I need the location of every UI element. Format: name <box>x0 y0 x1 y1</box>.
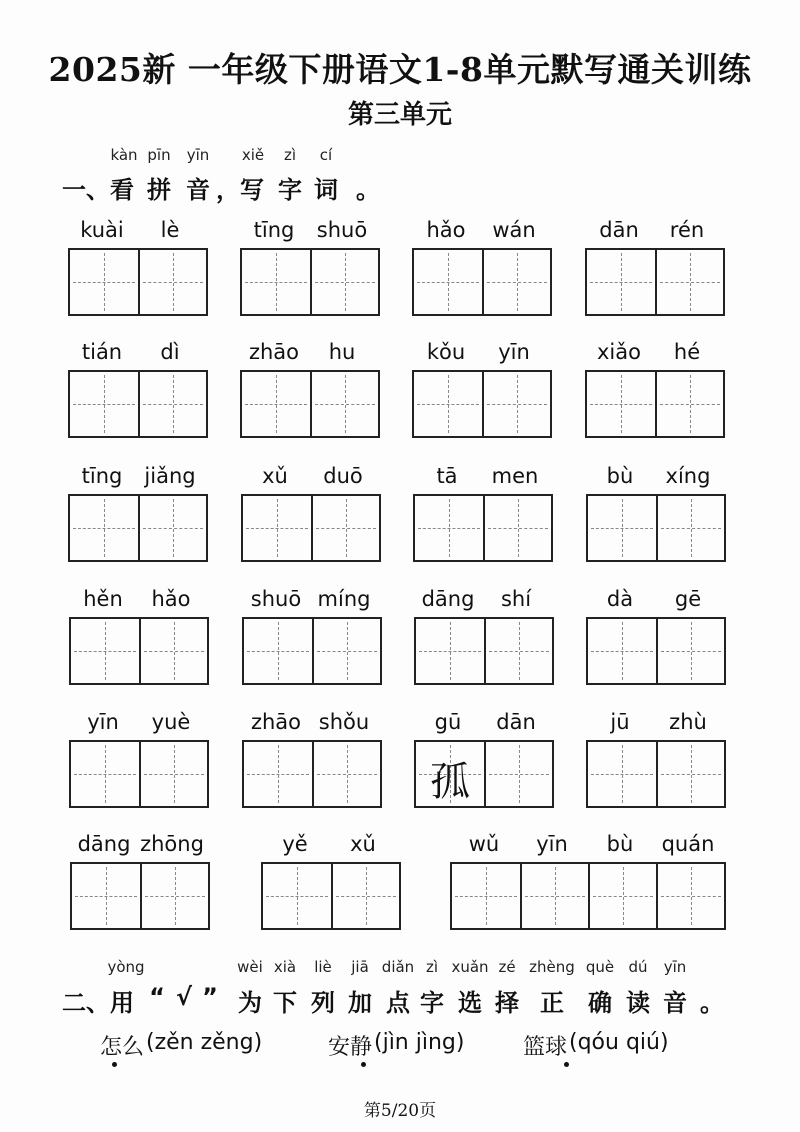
pinyin-label: yīn <box>663 958 687 976</box>
writing-cell[interactable] <box>70 372 138 436</box>
pinyin-label: zhāo <box>250 710 302 734</box>
pinyin-label: men <box>491 464 539 488</box>
word-group <box>586 710 726 810</box>
emphasis-dot <box>564 1062 569 1067</box>
writing-grid <box>412 248 552 316</box>
writing-cell[interactable] <box>310 372 378 436</box>
heading-char: 音 <box>186 176 210 204</box>
writing-cell[interactable] <box>655 372 723 436</box>
writing-cell[interactable] <box>138 496 206 560</box>
heading-char: 点 <box>386 989 410 1017</box>
pronunciation-items <box>0 1030 800 1070</box>
writing-cell[interactable] <box>263 864 331 928</box>
heading-char: 二、用 <box>62 989 134 1017</box>
heading-char: 列 <box>311 989 335 1017</box>
pinyin-label: tián <box>81 340 123 364</box>
pinyin-label: pīn <box>147 146 171 164</box>
word-group <box>585 218 725 318</box>
pinyin-label: tīng <box>81 464 123 488</box>
pinyin-label: dān <box>599 218 639 242</box>
pinyin-label: shuō <box>250 587 302 611</box>
pinyin-label: kàn <box>110 146 138 164</box>
writing-cell[interactable] <box>139 619 207 683</box>
writing-grid <box>585 370 725 438</box>
writing-cell[interactable] <box>656 742 724 806</box>
heading-char: 选 <box>458 989 482 1017</box>
section1-heading-pinyin <box>0 146 800 166</box>
word-group <box>414 710 554 810</box>
writing-grid <box>68 494 208 562</box>
pinyin-label: wèi <box>237 958 263 976</box>
writing-grid <box>586 617 726 685</box>
pinyin-label: zhù <box>669 710 707 734</box>
writing-cell[interactable] <box>416 742 484 806</box>
writing-grid <box>70 862 210 930</box>
pinyin-label: xíng <box>665 464 711 488</box>
pinyin-label: yuè <box>151 710 191 734</box>
word-group <box>70 832 210 932</box>
heading-char: 读 <box>626 989 650 1017</box>
word-group <box>241 464 381 564</box>
writing-cell[interactable] <box>452 864 520 928</box>
writing-cell[interactable] <box>587 250 655 314</box>
writing-cell[interactable] <box>312 619 380 683</box>
pinyin-label: dì <box>160 340 180 364</box>
pinyin-label: shǒu <box>318 710 370 734</box>
pinyin-label: yòng <box>107 958 145 976</box>
pinyin-label: gū <box>434 710 462 734</box>
writing-grid <box>450 862 726 930</box>
pinyin-label: tīng <box>253 218 295 242</box>
word-group <box>69 587 209 687</box>
writing-grid <box>586 740 726 808</box>
writing-grid <box>261 862 401 930</box>
pinyin-label: xiě <box>241 146 265 164</box>
pinyin-label: wǔ <box>468 832 500 856</box>
pinyin-label: bù <box>606 832 634 856</box>
pinyin-label: yīn <box>536 832 568 856</box>
heading-char: ，写 <box>216 176 264 204</box>
heading-char: √ <box>175 983 193 1011</box>
pinyin-label: wán <box>492 218 536 242</box>
writing-grid <box>68 370 208 438</box>
heading-char: 择 <box>495 989 519 1017</box>
writing-cell[interactable] <box>520 864 588 928</box>
writing-grid <box>414 740 554 808</box>
heading-char: 下 <box>273 989 297 1017</box>
word-group <box>412 218 552 318</box>
writing-cell[interactable] <box>311 496 379 560</box>
heading-char: 字 <box>420 989 444 1017</box>
pinyin-label: shuō <box>316 218 368 242</box>
question-word: 怎么 <box>100 1035 145 1060</box>
word-group <box>69 710 209 810</box>
heading-char: 拼 <box>147 176 171 204</box>
writing-cell[interactable] <box>588 619 656 683</box>
pinyin-label: dāng <box>421 587 475 611</box>
pinyin-label: hěn <box>83 587 123 611</box>
writing-cell[interactable] <box>71 742 139 806</box>
heading-char: 一、看 <box>62 176 134 204</box>
pinyin-label: hu <box>328 340 356 364</box>
pinyin-label: yīn <box>498 340 530 364</box>
pinyin-label: xuǎn <box>451 958 489 976</box>
writing-cell[interactable] <box>482 372 550 436</box>
heading-char: 。 <box>356 176 380 204</box>
pinyin-label: liè <box>314 958 332 976</box>
writing-cell[interactable] <box>310 250 378 314</box>
pronunciation-options[interactable]: (jìn jìng) <box>374 1030 465 1055</box>
word-group <box>240 340 380 440</box>
writing-grid <box>68 248 208 316</box>
writing-cell[interactable] <box>655 250 723 314</box>
writing-cell[interactable] <box>484 619 552 683</box>
word-group <box>242 587 382 687</box>
heading-char: 字 <box>278 176 302 204</box>
writing-cell[interactable] <box>588 496 656 560</box>
pinyin-label: xiǎo <box>597 340 641 364</box>
writing-cell[interactable] <box>138 250 206 314</box>
pinyin-label: lè <box>160 218 180 242</box>
written-char: 孤 <box>430 759 470 805</box>
writing-cell[interactable] <box>587 372 655 436</box>
writing-cell[interactable] <box>414 372 482 436</box>
pronunciation-options[interactable]: (zěn zěng) <box>146 1030 263 1055</box>
section1-heading <box>0 170 800 202</box>
pinyin-label: tā <box>436 464 458 488</box>
heading-char: 为 <box>238 989 262 1017</box>
pinyin-label: shí <box>500 587 532 611</box>
pinyin-label: zé <box>498 958 516 976</box>
heading-char: 确 <box>588 989 612 1017</box>
emphasis-dot <box>361 1062 366 1067</box>
pinyin-label: quán <box>661 832 715 856</box>
word-group <box>413 464 553 564</box>
heading-char: ” <box>202 983 218 1011</box>
word-group <box>242 710 382 810</box>
writing-grid <box>69 617 209 685</box>
writing-grid <box>585 248 725 316</box>
writing-cell[interactable] <box>588 742 656 806</box>
pinyin-label: zì <box>283 146 297 164</box>
writing-cell[interactable] <box>588 864 656 928</box>
pinyin-label: xǔ <box>350 832 376 856</box>
writing-cell[interactable] <box>415 496 483 560</box>
word-group <box>450 832 726 932</box>
writing-grid <box>586 494 726 562</box>
unit-subtitle: 第三单元 <box>347 100 452 130</box>
heading-char: 词 <box>314 176 338 204</box>
pinyin-label: hǎo <box>426 218 466 242</box>
writing-grid <box>241 494 381 562</box>
word-group <box>68 218 208 318</box>
writing-cell[interactable] <box>242 250 310 314</box>
pinyin-label: xià <box>273 958 297 976</box>
writing-cell[interactable] <box>244 742 312 806</box>
writing-cell[interactable] <box>72 864 140 928</box>
writing-cell[interactable] <box>242 372 310 436</box>
pinyin-label: dāng <box>77 832 131 856</box>
pinyin-label: jiā <box>351 958 369 976</box>
heading-char: 正 <box>540 989 564 1017</box>
page-title: 2025新 一年级下册语文1-8单元默写通关训练 <box>48 50 752 89</box>
writing-cell[interactable] <box>656 864 724 928</box>
writing-grid <box>69 740 209 808</box>
pinyin-label: dān <box>496 710 536 734</box>
pinyin-label: dú <box>628 958 648 976</box>
writing-grid <box>242 740 382 808</box>
writing-grid <box>413 494 553 562</box>
pinyin-label: què <box>585 958 615 976</box>
writing-cell[interactable] <box>484 742 552 806</box>
word-group <box>586 587 726 687</box>
heading-char: 音 <box>663 989 687 1017</box>
writing-cell[interactable] <box>331 864 399 928</box>
pinyin-label: míng <box>317 587 371 611</box>
writing-grid <box>412 370 552 438</box>
pinyin-label: xǔ <box>262 464 288 488</box>
pinyin-label: dà <box>606 587 634 611</box>
heading-char: 加 <box>348 989 372 1017</box>
word-group <box>412 340 552 440</box>
pinyin-label: yīn <box>87 710 119 734</box>
writing-cell[interactable] <box>482 250 550 314</box>
word-group <box>68 464 208 564</box>
pinyin-label: rén <box>669 218 705 242</box>
writing-cell[interactable] <box>71 619 139 683</box>
writing-cell[interactable] <box>70 250 138 314</box>
section2-heading <box>0 983 800 1015</box>
writing-cell[interactable] <box>138 372 206 436</box>
writing-cell[interactable] <box>483 496 551 560</box>
writing-cell[interactable] <box>414 250 482 314</box>
pinyin-label: jiǎng <box>144 464 196 488</box>
writing-cell[interactable] <box>244 619 312 683</box>
section2-heading-pinyin <box>0 958 800 978</box>
writing-grid <box>242 617 382 685</box>
heading-char: “ <box>149 983 165 1011</box>
page-number: 第5/20页 <box>363 1101 437 1121</box>
word-group <box>586 464 726 564</box>
writing-grid <box>240 248 380 316</box>
pinyin-label: zhèng <box>529 958 575 976</box>
heading-char: 。 <box>700 989 724 1017</box>
writing-cell[interactable] <box>243 496 311 560</box>
word-group <box>261 832 401 932</box>
pinyin-label: yīn <box>186 146 210 164</box>
pinyin-label: zhāo <box>248 340 300 364</box>
question-word: 篮球 <box>523 1035 568 1060</box>
pinyin-label: zhōng <box>140 832 204 856</box>
pinyin-label: jū <box>610 710 630 734</box>
writing-cell[interactable] <box>312 742 380 806</box>
pinyin-label: kǒu <box>426 340 466 364</box>
writing-cell[interactable] <box>656 496 724 560</box>
pinyin-label: diǎn <box>381 958 415 976</box>
word-group <box>585 340 725 440</box>
pronunciation-options[interactable]: (qóu qiú) <box>569 1030 669 1055</box>
word-group <box>240 218 380 318</box>
pinyin-label: bù <box>606 464 634 488</box>
question-word: 安静 <box>328 1035 373 1060</box>
writing-cell[interactable] <box>656 619 724 683</box>
writing-cell[interactable] <box>70 496 138 560</box>
writing-grid <box>414 617 554 685</box>
pinyin-label: gē <box>674 587 702 611</box>
writing-grid <box>240 370 380 438</box>
writing-cell[interactable] <box>139 742 207 806</box>
pinyin-label: hǎo <box>151 587 191 611</box>
word-group <box>414 587 554 687</box>
pinyin-label: hé <box>673 340 701 364</box>
pinyin-label: cí <box>319 146 333 164</box>
pinyin-label: duō <box>323 464 363 488</box>
pinyin-label: zì <box>425 958 439 976</box>
word-group <box>68 340 208 440</box>
writing-cell[interactable] <box>140 864 208 928</box>
pinyin-label: yě <box>282 832 308 856</box>
writing-cell[interactable] <box>416 619 484 683</box>
emphasis-dot <box>112 1062 117 1067</box>
pinyin-label: kuài <box>80 218 124 242</box>
